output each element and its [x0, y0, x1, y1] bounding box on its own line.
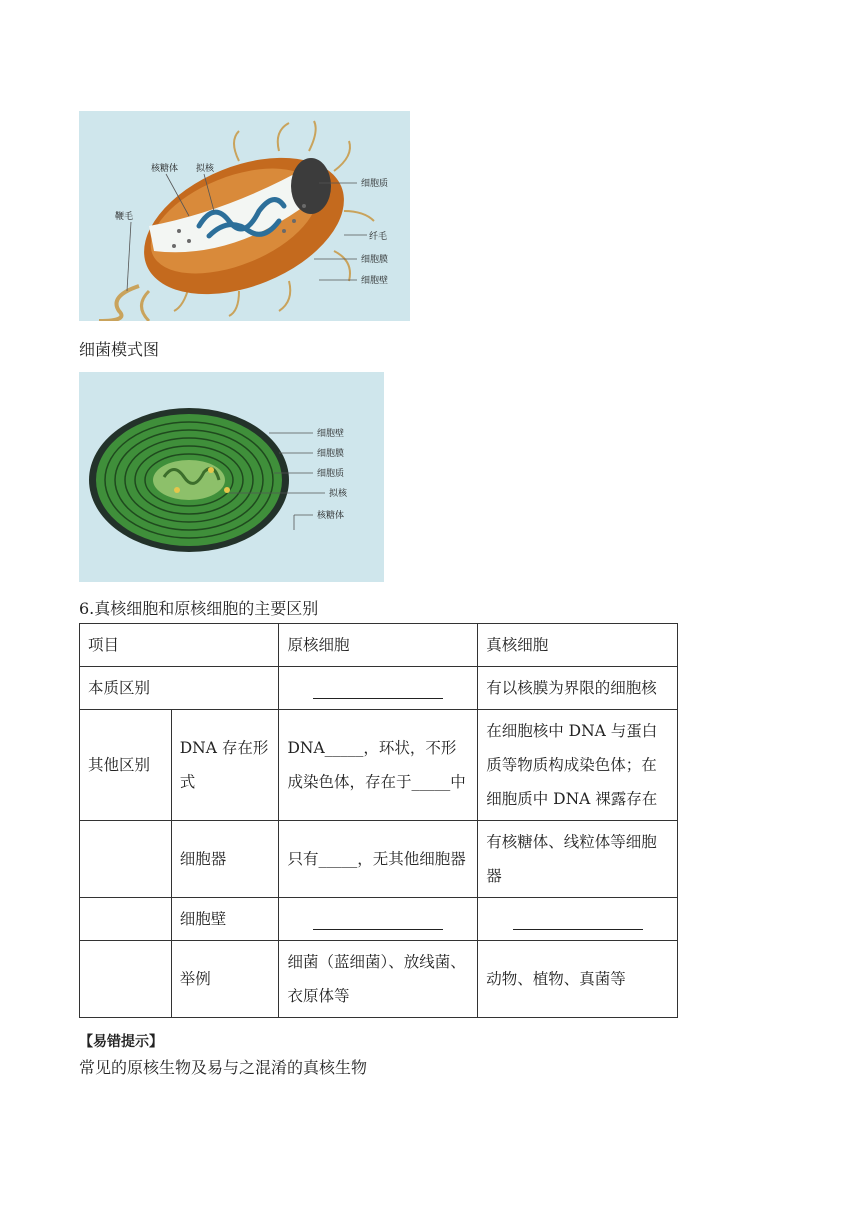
- organelle-prokaryote: 只有_____，无其他细胞器: [279, 821, 478, 898]
- label-membrane-2: 细胞膜: [317, 449, 345, 459]
- label-wall: 细胞壁: [361, 276, 389, 286]
- tip-text: 常见的原核生物及易与之混淆的真核生物: [79, 1058, 368, 1077]
- label-wall-2: 细胞壁: [317, 429, 345, 439]
- label-ribosome: 核糖体: [151, 164, 179, 174]
- header-prokaryote: 原核细胞: [279, 624, 478, 667]
- label-membrane: 细胞膜: [361, 255, 389, 265]
- dna-eukaryote: 在细胞核中 DNA 与蛋白质等物质构成染色体；在细胞质中 DNA 裸露存在: [478, 710, 678, 821]
- table-row: [80, 624, 678, 667]
- label-cytoplasm-2: 细胞质: [317, 469, 345, 479]
- empty-cell: [80, 821, 172, 898]
- organelle-eukaryote: 有核糖体、线粒体等细胞器: [478, 821, 678, 898]
- bacterium-model-figure: [79, 111, 410, 321]
- table-row: [80, 710, 678, 821]
- other-diff-label: 其他区别: [80, 710, 172, 821]
- example-label: 举例: [171, 941, 279, 1018]
- empty-cell: [80, 941, 172, 1018]
- tip-title: 【易错提示】: [79, 1034, 163, 1050]
- example-eukaryote: 动物、植物、真菌等: [478, 941, 678, 1018]
- wall-label: 细胞壁: [171, 898, 279, 941]
- label-pilus: 纤毛: [369, 232, 388, 242]
- label-flagellum: 鞭毛: [115, 212, 134, 222]
- section-title: 6.真核细胞和原核细胞的主要区别: [79, 599, 319, 618]
- label-ribosome-2: 核糖体: [317, 511, 345, 521]
- wall-eukaryote-blank: [478, 898, 678, 941]
- comparison-table: [79, 623, 678, 1018]
- label-nucleoid: 拟核: [196, 164, 215, 174]
- example-prokaryote: 细菌（蓝细菌）、放线菌、衣原体等: [279, 941, 478, 1018]
- label-cytoplasm: 细胞质: [361, 179, 389, 189]
- figure1-caption: 细菌模式图: [79, 340, 160, 359]
- table-row: [80, 898, 678, 941]
- organelle-label: 细胞器: [171, 821, 279, 898]
- table-row: [80, 821, 678, 898]
- empty-cell: [80, 898, 172, 941]
- wall-prokaryote-blank: [279, 898, 478, 941]
- header-eukaryote: 真核细胞: [478, 624, 678, 667]
- essence-label: 本质区别: [80, 667, 279, 710]
- table-row: [80, 667, 678, 710]
- label-nucleoid-2: 拟核: [329, 489, 348, 499]
- essence-eukaryote: 有以核膜为界限的细胞核: [478, 667, 678, 710]
- dna-prokaryote: DNA_____，环状，不形成染色体，存在于_____中: [279, 710, 478, 821]
- dna-label: DNA 存在形式: [171, 710, 279, 821]
- essence-prokaryote-blank: [279, 667, 478, 710]
- bacterium-section-figure: [79, 372, 384, 582]
- header-item: 项目: [80, 624, 279, 667]
- table-row: [80, 941, 678, 1018]
